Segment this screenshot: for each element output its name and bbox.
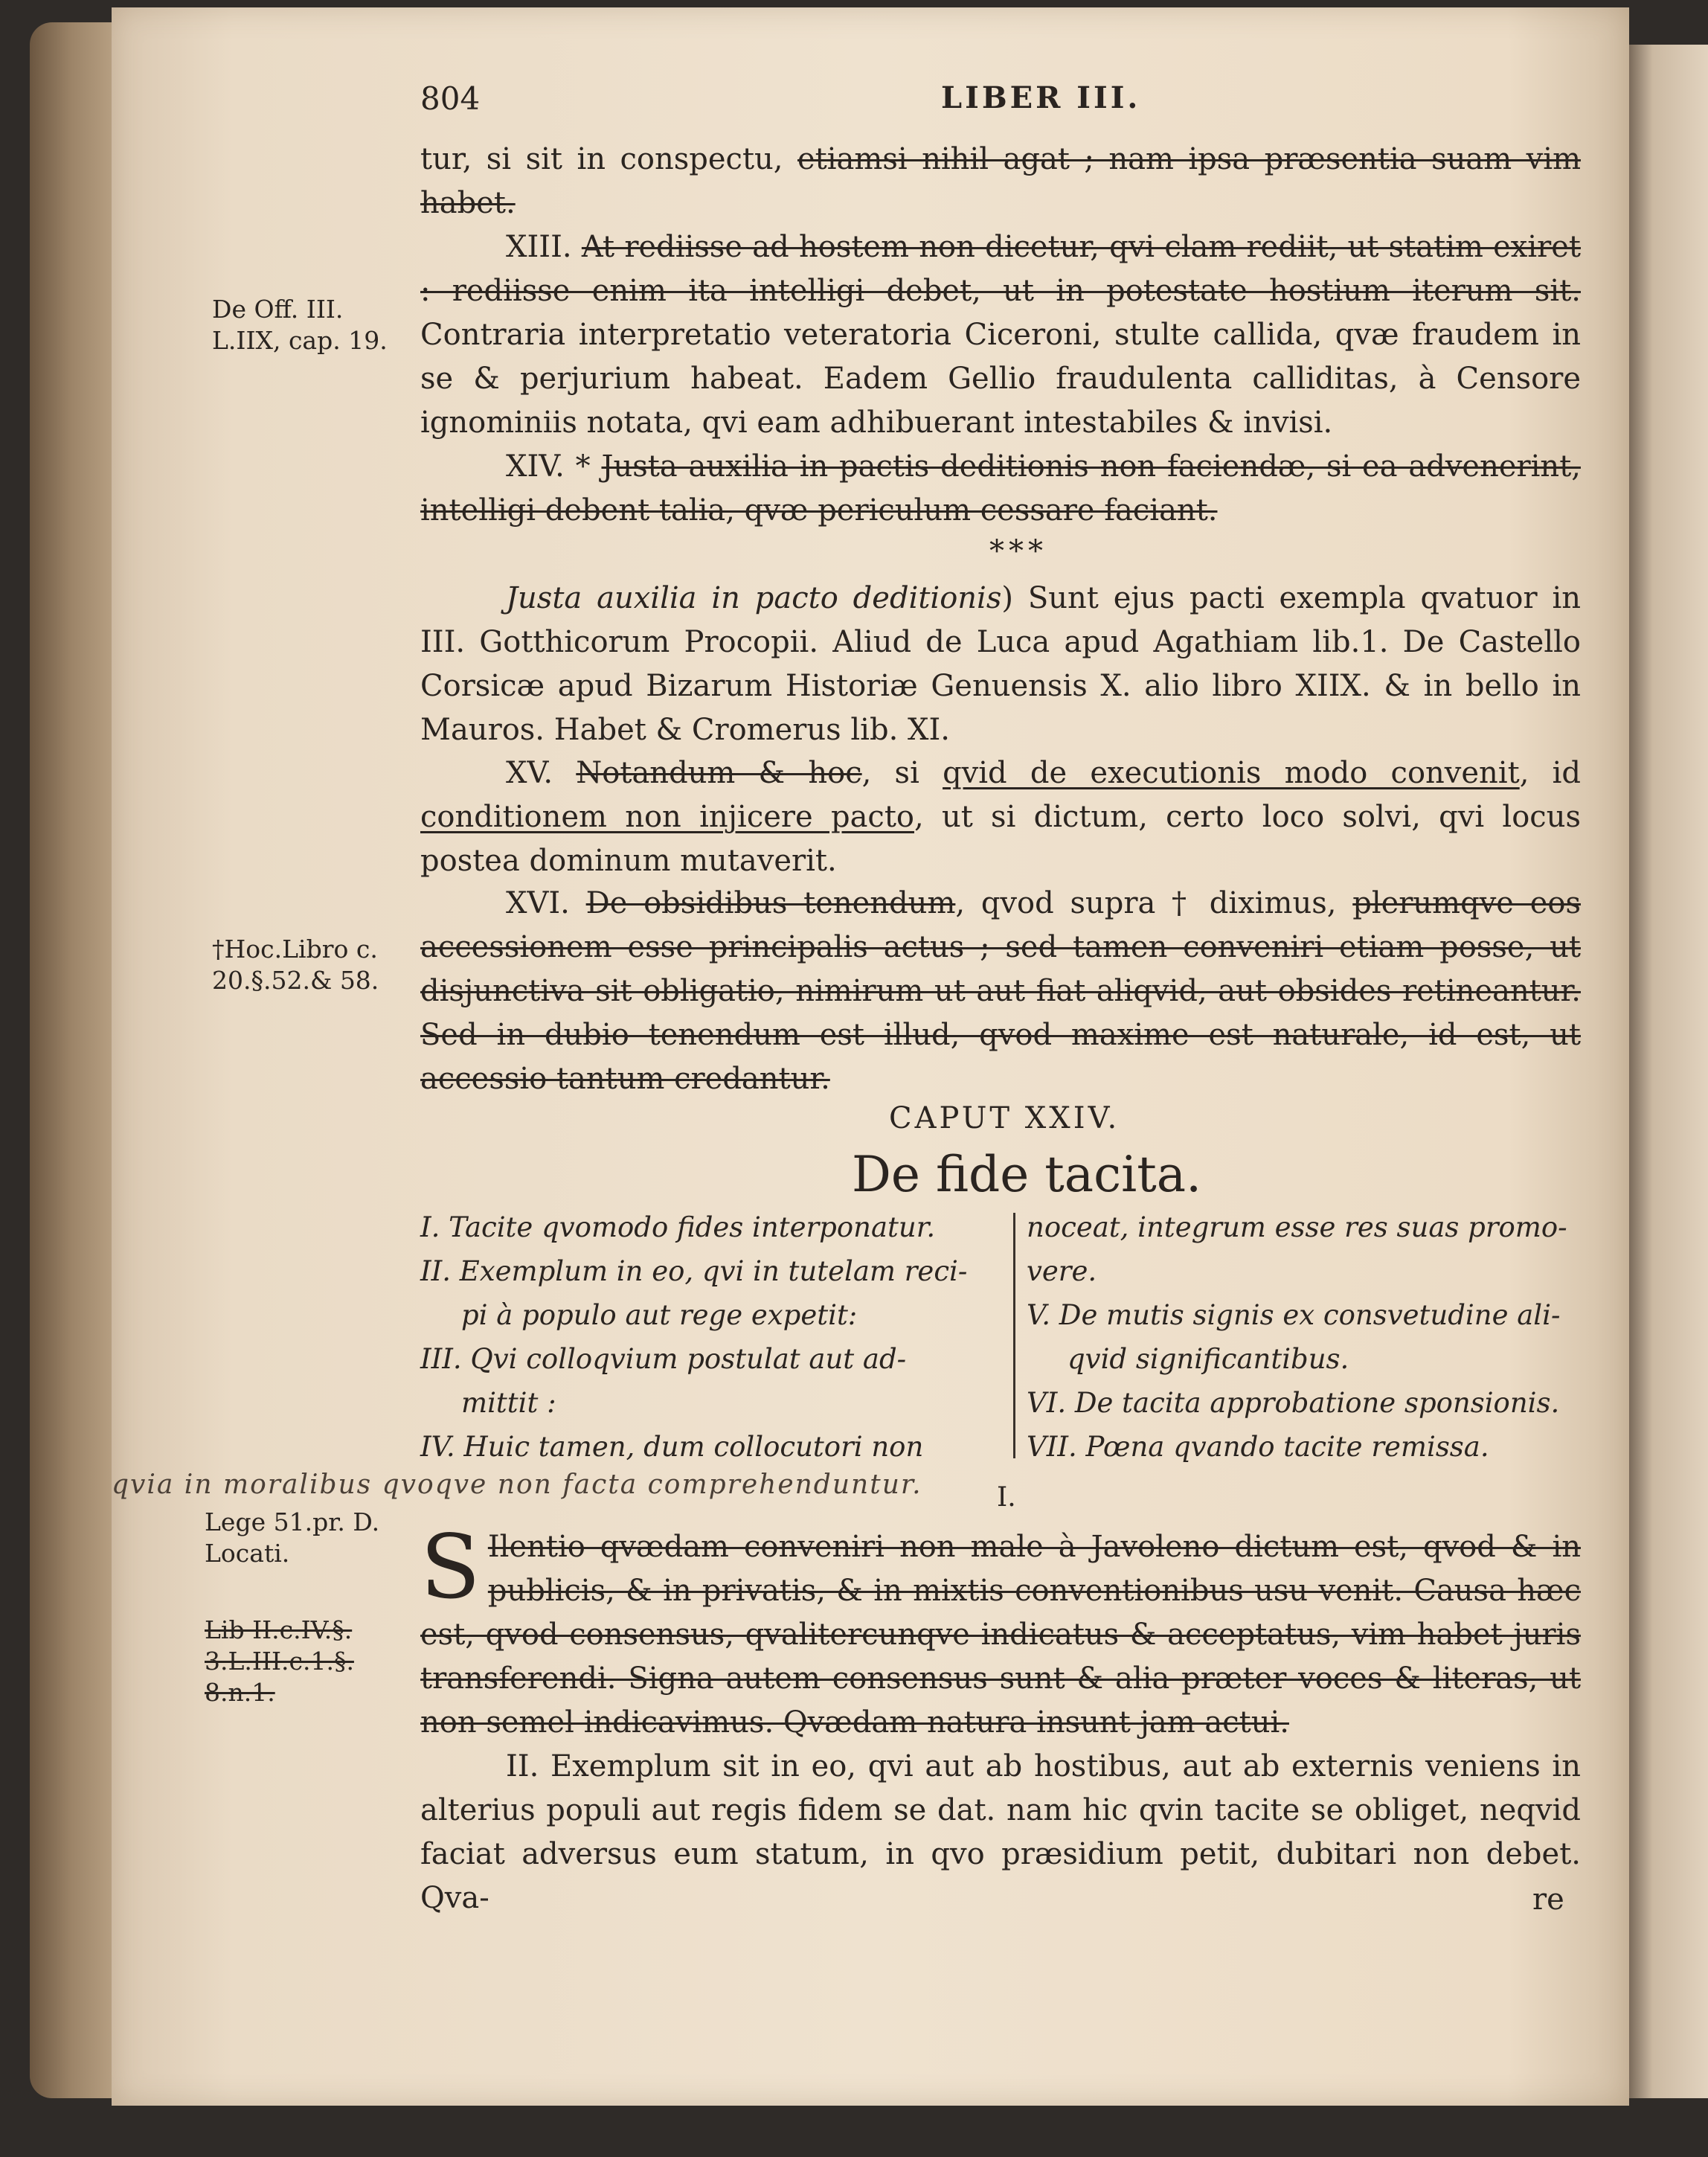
chapter-number: CAPUT XXIV. xyxy=(889,1101,1120,1135)
paragraph-number: XIV. * xyxy=(506,449,602,484)
paragraph-text: tur, si sit in conspectu, xyxy=(420,142,797,176)
underlined-text: qvid de executionis modo convenit xyxy=(943,756,1520,790)
margin-note-lege xyxy=(205,1507,379,1569)
summary-item: VI. De tacita approbatione sponsionis. xyxy=(1027,1387,1560,1419)
struck-text: Ilentio qvædam conveniri non male à Javoleno dictum est, qvod & in publicis, & in privatis, & in mixtis conventionibus usu venit. Causa hæc est, qvod consensus, qvalitercunqve indicatus & acceptatus, vim habet juris transferendi. Signa autem consensus sunt & alia præter voces & literas, ut non semel indicavimus. Qvædam natura insunt jam actui. xyxy=(420,1530,1581,1740)
paragraph-text: Contraria interpretatio veteratoria Ciceroni, stulte callida, qvæ fraudem in se & perjurium habeat. Eadem Gellio fraudulenta calliditas, à Censore ignominiis notata, qvi eam adhibuerant intestabiles & invisi. xyxy=(420,318,1581,440)
summary-item: noceat, integrum esse res suas promo- xyxy=(1027,1211,1567,1243)
paragraph-text: II. Exemplum sit in eo, qvi aut ab hostibus, aut ab externis veniens in alterius populi aut regis fidem se dat. nam hic qvin tacite se obliget, neqvid faciat adversus eum statum, in qvo præsidium petit, dubitari non debet. Qva- xyxy=(420,1749,1581,1915)
margin-note-hoc-libro xyxy=(212,934,379,996)
catchword: re xyxy=(1532,1882,1564,1917)
chapter-title: De fide tacita. xyxy=(852,1146,1202,1203)
paragraph-note xyxy=(420,577,1581,752)
summary-item: V. De mutis signis ex consvetudine ali- xyxy=(1027,1299,1561,1331)
page-header xyxy=(420,80,1581,125)
margin-note-line: 3.L.III.c.1.§. xyxy=(205,1647,354,1676)
margin-note-line: Locati. xyxy=(205,1539,290,1568)
summary-item: IV. Huic tamen, dum collocutori non xyxy=(420,1431,924,1463)
handwritten-annotation: qvia in moralibus qvoqve non facta comprehenduntur. xyxy=(112,1469,922,1500)
asterism: *** xyxy=(989,534,1047,568)
struck-text: De obsidibus tenendum xyxy=(585,886,956,920)
drop-cap: S xyxy=(420,1516,481,1618)
margin-note-de-off xyxy=(212,294,388,356)
summary-item: qvid significantibus. xyxy=(1068,1343,1349,1375)
summary-item: II. Exemplum in eo, qvi in tutelam reci- xyxy=(420,1255,968,1287)
paragraph-i xyxy=(420,1516,1581,1745)
paragraph-text: ) Sunt ejus pacti exempla qvatuor in III. Gotthicorum Procopii. Aliud de Luca apud Agathiam lib.1. De Castello Corsicæ apud Bizarum Historiæ Genuensis X. alio libro XIIX. & in bello in Mauros. Habet & Cromerus lib. XI. xyxy=(420,581,1582,747)
chapter-summary xyxy=(420,1205,1581,1473)
paragraph-xiii xyxy=(420,225,1581,445)
paragraph-text: , si xyxy=(861,756,943,790)
summary-column-left xyxy=(420,1205,1008,1469)
summary-column-right xyxy=(1027,1205,1581,1469)
paragraph-number: XIII. xyxy=(506,230,582,264)
paragraph-xiv xyxy=(420,445,1581,533)
margin-note-line: Lib II.c.IV.§. xyxy=(205,1615,353,1644)
summary-item: mittit : xyxy=(461,1387,556,1419)
paragraph-xv xyxy=(420,751,1581,883)
summary-divider xyxy=(1013,1213,1015,1458)
struck-text: etiamsi nihil agat ; nam ipsa præsentia suam vim habet. xyxy=(420,142,1582,220)
paragraph-text: , id xyxy=(1519,756,1582,790)
summary-item: III. Qvi colloqvium postulat aut ad- xyxy=(420,1343,907,1375)
page-number: 804 xyxy=(420,80,481,117)
italic-lemma: Justa auxilia in pacto deditionis xyxy=(506,581,1002,615)
paragraph-top xyxy=(420,138,1581,225)
struck-text: At rediisse ad hostem non dicetur, qvi clam rediit, ut statim exiret : rediisse enim ita intelligi debet, ut in potestate hostium iterum sit. xyxy=(420,230,1582,308)
struck-text: plerumqve eos accessionem esse principalis actus ; sed tamen conveniri etiam posse, ut disjunctiva sit obligatio, nimirum ut aut fiat aliqvid, aut obsides retineantur. Sed in dubio tenendum est illud, qvod maxime est naturale, id est, ut accessio tantum credantur. xyxy=(420,886,1581,1096)
margin-note-line: Lege 51.pr. D. xyxy=(205,1507,380,1536)
margin-note-line: 20.§.52.& 58. xyxy=(212,966,379,995)
margin-note-lib xyxy=(205,1615,354,1708)
margin-note-line: †Hoc.Libro c. xyxy=(212,935,378,964)
summary-item: pi à populo aut rege expetit: xyxy=(461,1299,858,1331)
summary-item: vere. xyxy=(1027,1255,1097,1287)
facing-page-edge xyxy=(1629,45,1708,2098)
margin-note-line: 8.n.1. xyxy=(205,1678,275,1707)
section-numeral: I. xyxy=(997,1482,1016,1513)
paragraph-text: , ut si dictum, certo loco solvi, qvi locus postea dominum mutaverit. xyxy=(420,800,1582,878)
margin-note-line: L.IIX, cap. 19. xyxy=(212,326,388,355)
paragraph-number: XVI. xyxy=(506,886,586,920)
paragraph-xvi xyxy=(420,882,1581,1101)
running-title: LIBER III. xyxy=(941,80,1141,115)
summary-item: I. Tacite qvomodo fides interponatur. xyxy=(420,1211,936,1243)
paragraph-text: , qvod supra † diximus, xyxy=(955,886,1353,920)
summary-item: VII. Pœna qvando tacite remissa. xyxy=(1027,1431,1489,1463)
struck-text: Justa auxilia in pactis deditionis non faciendæ, si ea advenerint, intelligi debent talia, qvæ periculum cessare faciant. xyxy=(420,449,1581,528)
struck-text: Notandum & hoc xyxy=(576,756,862,790)
underlined-text: conditionem non injicere pacto xyxy=(420,800,914,834)
paragraph-number: XV. xyxy=(506,756,577,790)
margin-note-line: De Off. III. xyxy=(212,295,344,324)
paragraph-ii xyxy=(420,1745,1581,1920)
